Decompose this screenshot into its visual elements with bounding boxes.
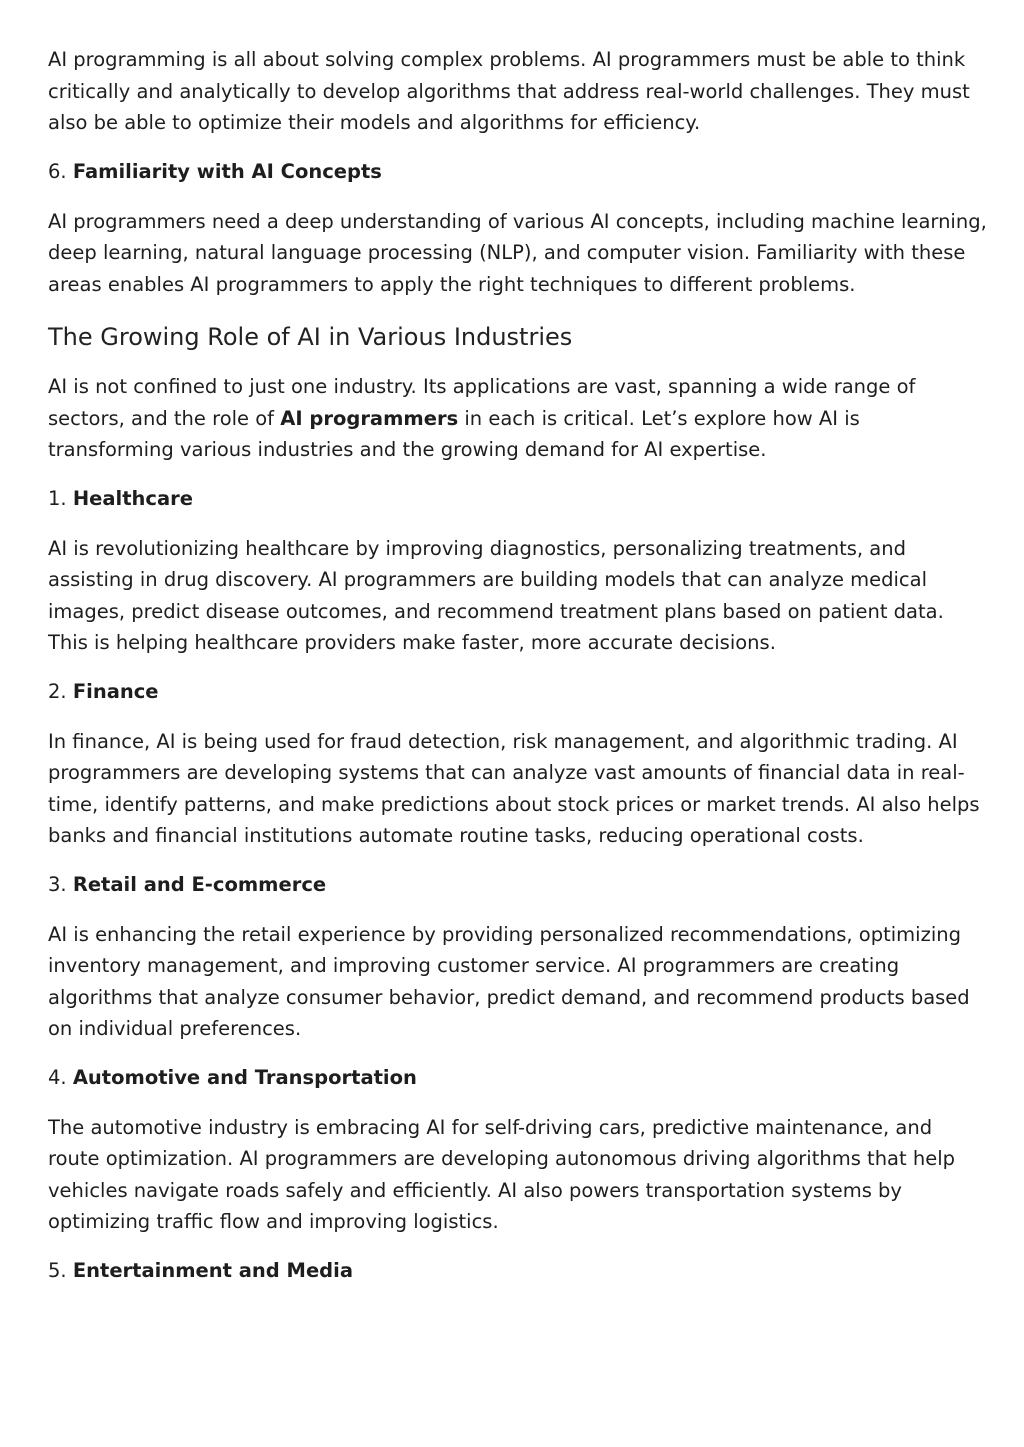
list-number: 1.	[48, 486, 67, 510]
list-item-healthcare	[48, 486, 988, 512]
paragraph-healthcare: AI is revolutionizing healthcare by improving diagnostics, personalizing treatments, and assisting in drug discovery. AI programmers are building models that can analyze medical images, predict disease outcomes, and recommend treatment plans based on patient data. This is helping healthcare providers make faster, more accurate decisions.	[48, 536, 944, 654]
list-item-retail	[48, 872, 988, 898]
list-number: 2.	[48, 679, 67, 703]
list-label: Finance	[72, 679, 159, 703]
list-number: 4.	[48, 1065, 67, 1089]
list-item-finance	[48, 679, 988, 705]
paragraph-ai-concepts: AI programmers need a deep understanding of various AI concepts, including machine learning, deep learning, natural language processing (NLP), and computer vision. Familiarity with these areas enables AI programmers to apply the right techniques to different problems.	[48, 209, 987, 296]
paragraph-retail: AI is enhancing the retail experience by providing personalized recommendations, optimizing inventory management, and improving customer service. AI programmers are creating algorithms that analyze consumer behavior, predict demand, and recommend products based on individual preferences.	[48, 922, 970, 1040]
list-label: Retail and E-commerce	[72, 872, 327, 896]
list-label: Entertainment and Media	[72, 1258, 353, 1282]
list-number: 6.	[48, 159, 67, 183]
paragraph-industries-intro	[48, 371, 988, 466]
intro-bold-text: AI programmers	[280, 406, 459, 430]
paragraph-problem-solving: AI programming is all about solving complex problems. AI programmers must be able to think critically and analytically to develop algorithms that address real-world challenges. They must also be able to optimize their models and algorithms for efficiency.	[48, 48, 970, 134]
list-item-entertainment	[48, 1258, 988, 1284]
intro-text-before: AI is not confined to just one industry. Its applications are vast, spanning a wide range of sectors, and the role of	[48, 375, 916, 430]
list-label: Healthcare	[72, 486, 193, 510]
paragraph-automotive: The automotive industry is embracing AI for self-driving cars, predictive maintenance, and route optimization. AI programmers are developing autonomous driving algorithms that help vehicles navigate roads safely and efficiently. AI also powers transportation systems by optimizing traffic flow and improving logistics.	[48, 1115, 955, 1233]
intro-text-after: in each is critical. Let’s explore how AI is transforming various industries and the growing demand for AI expertise.	[48, 406, 860, 461]
list-item-ai-concepts	[48, 159, 988, 185]
list-label: Familiarity with AI Concepts	[72, 159, 382, 183]
document-page	[48, 44, 988, 1305]
list-number: 3.	[48, 872, 67, 896]
section-heading: The Growing Role of AI in Various Industries	[48, 323, 573, 351]
list-label: Automotive and Transportation	[72, 1065, 417, 1089]
list-number: 5.	[48, 1258, 67, 1282]
paragraph-finance: In finance, AI is being used for fraud detection, risk management, and algorithmic trading. AI programmers are developing systems that can analyze vast amounts of financial data in real-time, identify patterns, and make predictions about stock prices or market trends. AI also helps banks and financial institutions automate routine tasks, reducing operational costs.	[48, 729, 980, 847]
list-item-automotive	[48, 1065, 988, 1091]
